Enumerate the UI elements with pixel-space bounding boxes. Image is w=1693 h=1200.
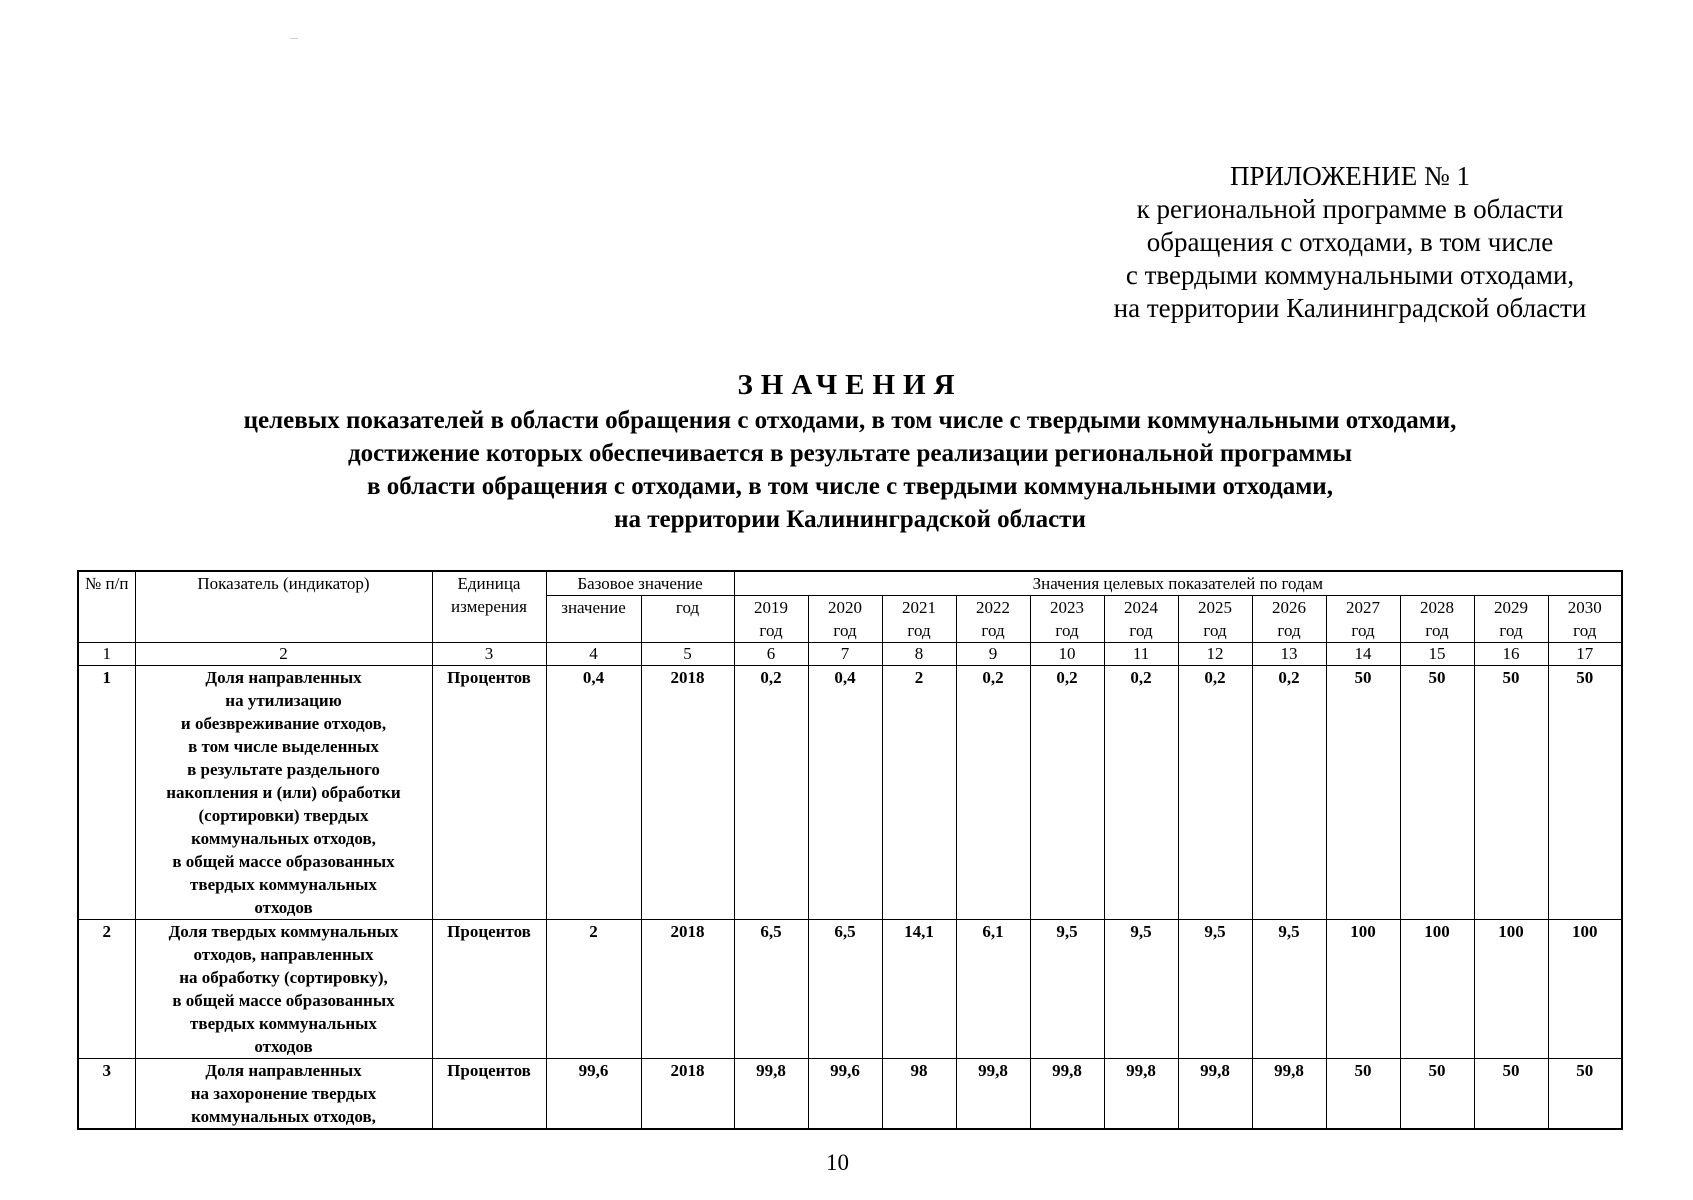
header-year-number: 2020 [828,598,863,617]
row-base-year: 2018 [641,920,734,1059]
row-target-value: 50 [1400,666,1474,920]
row-indicator: Доля направленных на утилизацию и обезвреживание отходов, в том числе выделенных в результате раздельного накопления и (или) обработки (сортировки) твердых коммунальных отходов, в общей массе образованных твердых коммунальных отходов [135,666,432,920]
table-row [78,1059,1622,1130]
heading-line: достижение которых обеспечивается в результате реализации региональной программы [348,440,1352,467]
row-target-value: 0,2 [1178,666,1252,920]
column-number: 8 [882,643,956,666]
column-number: 15 [1400,643,1474,666]
header-year-word: год [1351,621,1375,640]
row-target-value: 6,1 [956,920,1030,1059]
column-number: 9 [956,643,1030,666]
heading-line: в области обращения с отходами, в том числе с твердыми коммунальными отходами, [367,473,1333,500]
row-base-value: 0,4 [546,666,641,920]
column-number: 2 [135,643,432,666]
header-year [956,596,1030,643]
row-num: 3 [78,1059,135,1130]
heading-line: целевых показателей в области обращения с отходами, в том числе с твердыми коммунальными отходами, [243,407,1457,434]
row-target-value: 0,2 [956,666,1030,920]
row-target-value: 9,5 [1252,920,1326,1059]
header-year [882,596,956,643]
header-year-number: 2024 [1124,598,1159,617]
row-target-value: 50 [1548,1059,1622,1130]
column-number-row [78,643,1622,666]
column-number: 12 [1178,643,1252,666]
appendix-line: ПРИЛОЖЕНИЕ № 1 [1229,161,1471,191]
appendix-line: на территории Калининградской области [1113,293,1587,323]
row-target-value: 9,5 [1030,920,1104,1059]
column-number: 13 [1252,643,1326,666]
row-base-year: 2018 [641,1059,734,1130]
row-unit: Процентов [432,920,546,1059]
header-year-word: год [759,621,783,640]
row-target-value: 99,8 [734,1059,808,1130]
header-targets-group: Значения целевых показателей по годам [734,571,1622,596]
row-target-value: 9,5 [1178,920,1252,1059]
column-number: 16 [1474,643,1548,666]
header-year-word: год [1203,621,1227,640]
header-year-number: 2026 [1272,598,1307,617]
row-target-value: 6,5 [808,920,882,1059]
row-target-value: 98 [882,1059,956,1130]
header-year-number: 2019 [754,598,789,617]
header-unit: Единица измерения [432,571,546,643]
table-row [78,666,1622,920]
row-target-value: 14,1 [882,920,956,1059]
header-year [1252,596,1326,643]
row-indicator: Доля направленных на захоронение твердых коммунальных отходов, [135,1059,432,1130]
header-year-word: год [833,621,857,640]
header-year [1030,596,1104,643]
row-target-value: 99,8 [1252,1059,1326,1130]
header-year-word: год [1055,621,1079,640]
header-year-number: 2023 [1050,598,1085,617]
row-target-value: 100 [1326,920,1400,1059]
row-unit: Процентов [432,1059,546,1130]
header-base-value: значение [546,596,641,643]
header-year-number: 2022 [976,598,1011,617]
row-target-value: 50 [1326,1059,1400,1130]
row-target-value: 99,8 [1104,1059,1178,1130]
header-year [1104,596,1178,643]
scan-artifact [290,38,298,39]
column-number: 5 [641,643,734,666]
header-base-year: год [641,596,734,643]
column-number: 6 [734,643,808,666]
table-row [78,920,1622,1059]
row-target-value: 100 [1548,920,1622,1059]
appendix-line: с твердыми коммунальными отходами, [1125,260,1575,290]
row-target-value: 50 [1326,666,1400,920]
heading-title: ЗНАЧЕНИЯ [737,369,963,401]
row-target-value: 50 [1474,1059,1548,1130]
indicators-table [77,570,1623,1130]
header-year-number: 2021 [902,598,937,617]
row-target-value: 100 [1474,920,1548,1059]
column-number: 4 [546,643,641,666]
appendix-line: к региональной программе в области [1136,194,1564,224]
column-number: 1 [78,643,135,666]
row-target-value: 6,5 [734,920,808,1059]
header-row [78,571,1622,596]
header-year-number: 2027 [1346,598,1381,617]
page-number: 10 [826,1150,849,1175]
row-target-value: 50 [1400,1059,1474,1130]
row-target-value: 0,4 [808,666,882,920]
appendix-line: обращения с отходами, в том числе [1146,227,1554,257]
row-indicator: Доля твердых коммунальных отходов, направленных на обработку (сортировку), в общей массе образованных твердых коммунальных отходов [135,920,432,1059]
row-target-value: 99,8 [1178,1059,1252,1130]
row-target-value: 0,2 [1030,666,1104,920]
document-title [60,366,1640,536]
row-base-value: 2 [546,920,641,1059]
header-year [1400,596,1474,643]
row-num: 1 [78,666,135,920]
header-year [808,596,882,643]
row-target-value: 0,2 [1104,666,1178,920]
row-target-value: 0,2 [734,666,808,920]
header-year-number: 2028 [1420,598,1455,617]
header-year-number: 2025 [1198,598,1233,617]
header-year [734,596,808,643]
row-num: 2 [78,920,135,1059]
column-number: 7 [808,643,882,666]
row-target-value: 99,8 [1030,1059,1104,1130]
header-year [1474,596,1548,643]
row-unit: Процентов [432,666,546,920]
heading-line: на территории Калининградской области [614,506,1086,533]
column-number: 3 [432,643,546,666]
header-year-word: год [1573,621,1597,640]
header-year-word: год [1499,621,1523,640]
appendix-note [1080,160,1620,325]
header-indicator: Показатель (индикатор) [135,571,432,643]
header-year-word: год [907,621,931,640]
header-year-word: год [1277,621,1301,640]
row-target-value: 99,6 [808,1059,882,1130]
header-year-word: год [981,621,1005,640]
column-number: 10 [1030,643,1104,666]
row-target-value: 100 [1400,920,1474,1059]
header-year-word: год [1129,621,1153,640]
header-year-number: 2029 [1494,598,1529,617]
header-year-number: 2030 [1567,598,1602,617]
row-target-value: 2 [882,666,956,920]
row-target-value: 0,2 [1252,666,1326,920]
row-target-value: 99,8 [956,1059,1030,1130]
header-year [1326,596,1400,643]
header-year [1548,596,1622,643]
row-target-value: 50 [1548,666,1622,920]
header-num: № п/п [78,571,135,643]
column-number: 14 [1326,643,1400,666]
column-number: 17 [1548,643,1622,666]
row-base-value: 99,6 [546,1059,641,1130]
column-number: 11 [1104,643,1178,666]
row-target-value: 9,5 [1104,920,1178,1059]
header-year [1178,596,1252,643]
row-target-value: 50 [1474,666,1548,920]
header-year-word: год [1425,621,1449,640]
header-base-group: Базовое значение [546,571,734,596]
row-base-year: 2018 [641,666,734,920]
